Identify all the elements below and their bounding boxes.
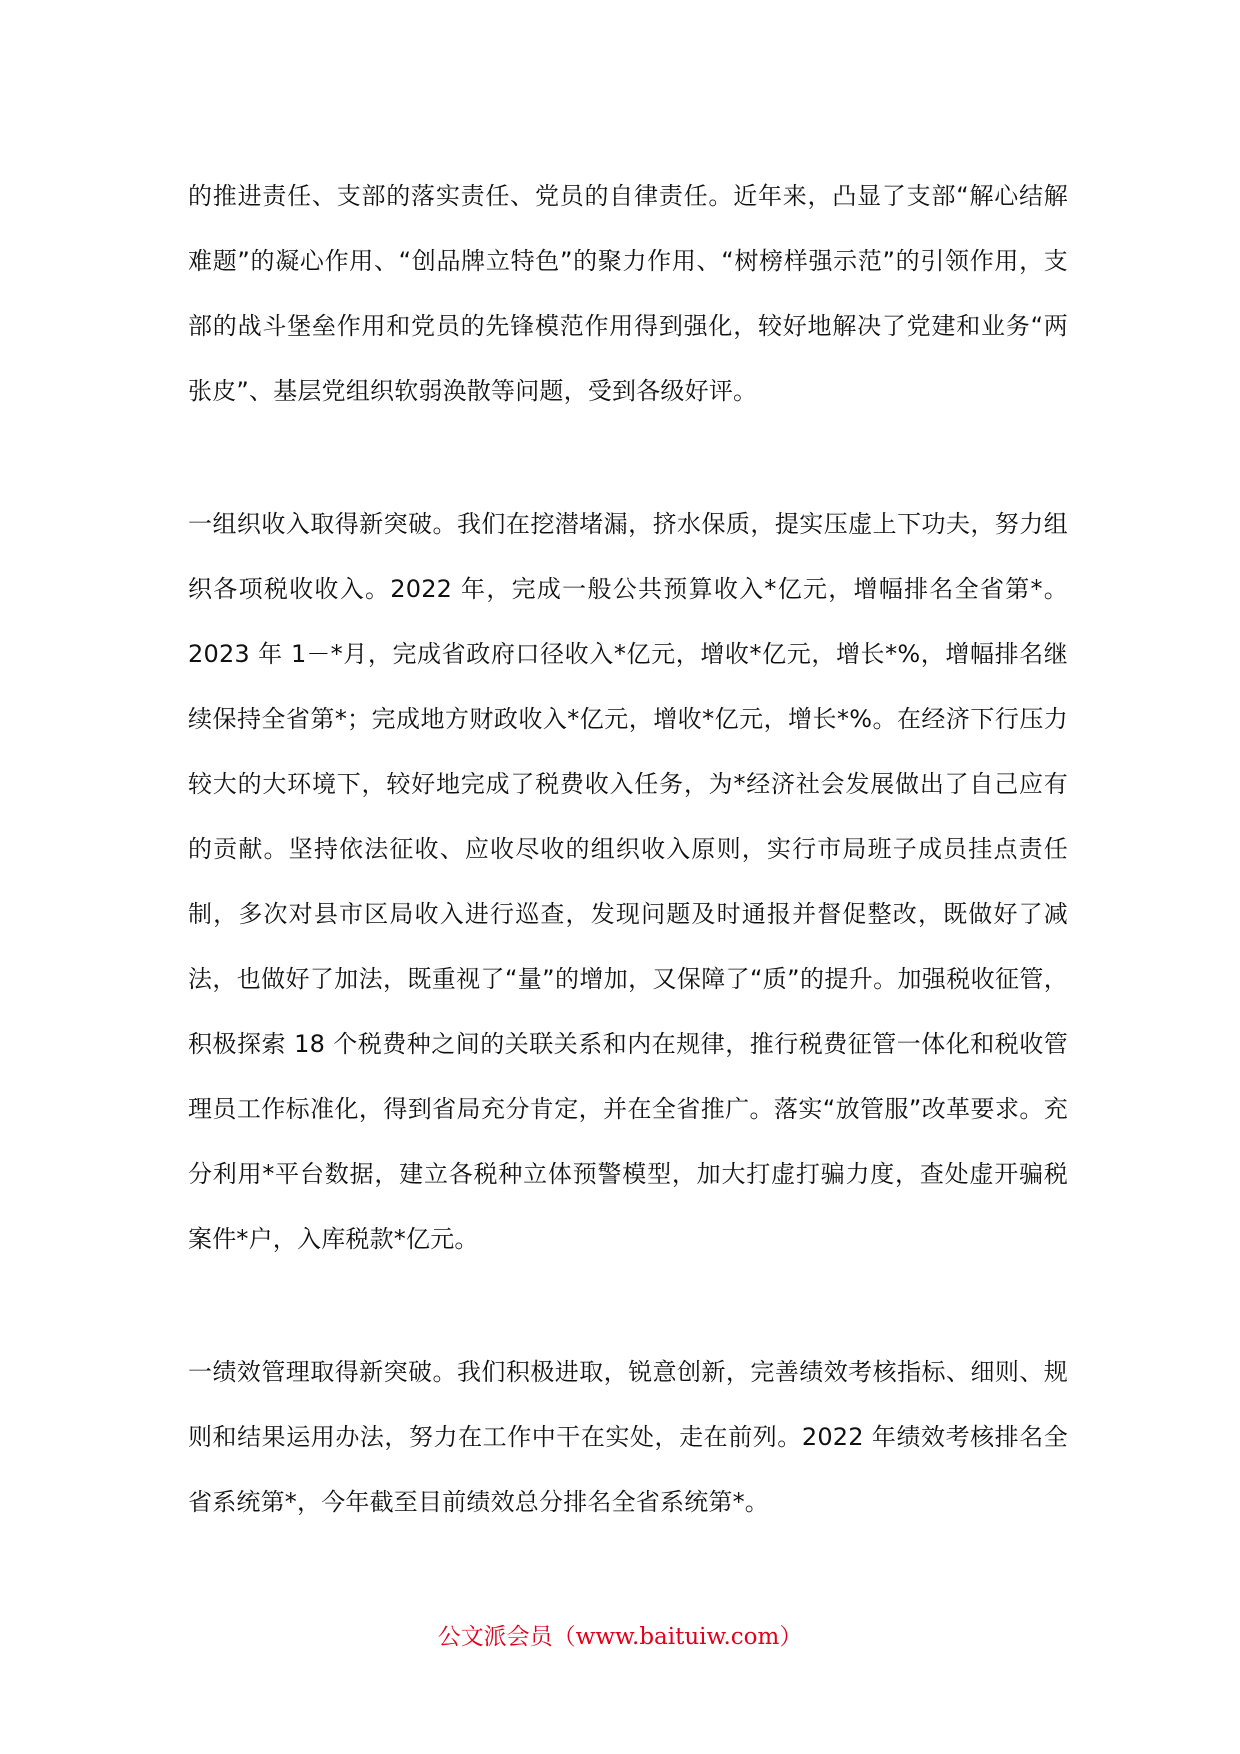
footer-label: 公文派会员（ [437,1624,576,1650]
paragraph-performance-breakthrough: 一绩效管理取得新突破。我们积极进取，锐意创新，完善绩效考核指标、细则、规则和结果运用办法，努力在工作中干在实处，走在前列。2022 年绩效考核排名全省系统第*，今年截至目前绩效总分排名全省系统第*。 [188,1358,1068,1516]
footer-url[interactable]: www.baituiw.com [575,1624,780,1650]
paragraph-party-building: 的推进责任、支部的落实责任、党员的自律责任。近年来，凸显了支部“解心结解难题”的凝心作用、“创品牌立特色”的聚力作用、“树榜样强示范”的引领作用，支部的战斗堡垒作用和党员的先锋模范作用得到强化，较好地解决了党建和业务“两张皮”、基层党组织软弱涣散等问题，受到各级好评。 [188,182,1068,405]
footer-watermark [0,1622,1240,1652]
paragraph-revenue-breakthrough: 一组织收入取得新突破。我们在挖潜堵漏，挤水保质，提实压虚上下功夫，努力组织各项税收收入。2022 年，完成一般公共预算收入*亿元，增幅排名全省第*。2023 年 1－*月，完成省政府口径收入*亿元，增收*亿元，增长*%，增幅排名继续保持全省第*；完成地方财政收入*亿元，增收*亿元，增长*%。在经济下行压力较大的大环境下，较好地完成了税费收入任务，为*经济社会发展做出了自己应有的贡献。坚持依法征收、应收尽收的组织收入原则，实行市局班子成员挂点责任制，多次对县市区局收入进行巡查，发现问题及时通报并督促整改，既做好了减法，也做好了加法，既重视了“量”的增加，又保障了“质”的提升。加强税收征管，积极探索 18 个税费种之间的关联关系和内在规律，推行税费征管一体化和税收管理员工作标准化，得到省局充分肯定，并在全省推广。落实“放管服”改革要求。充分利用*平台数据，建立各税种立体预警模型，加大打虚打骗力度，查处虚开骗税案件*户，入库税款*亿元。 [188,510,1068,1253]
footer-close: ） [779,1624,803,1650]
